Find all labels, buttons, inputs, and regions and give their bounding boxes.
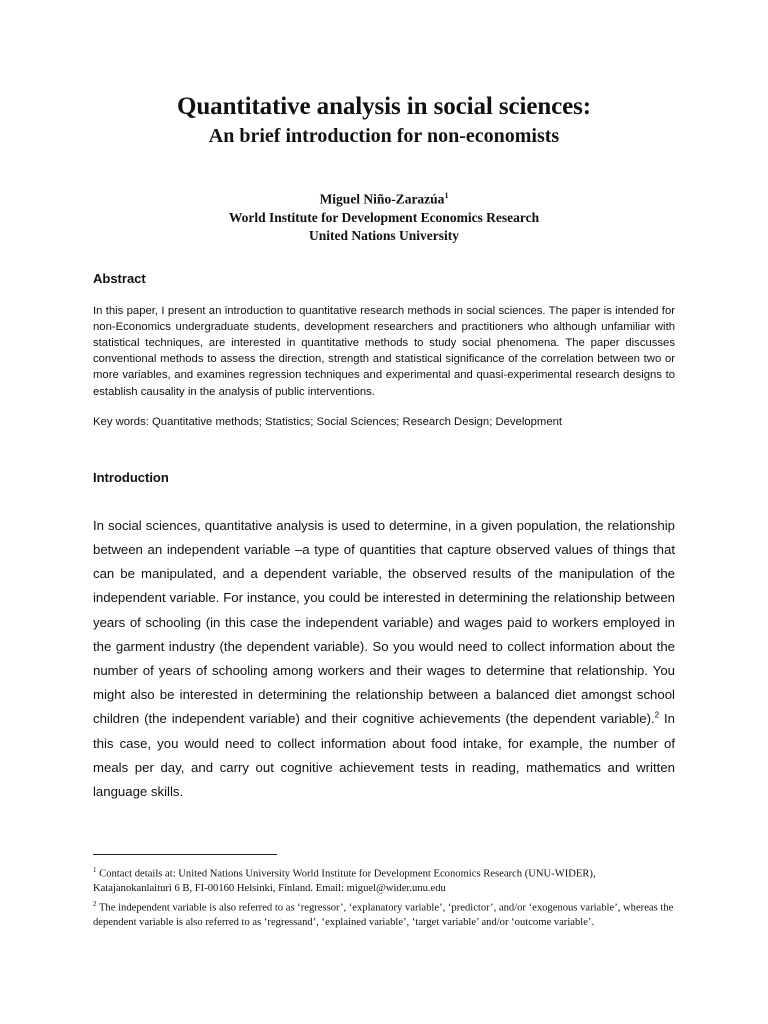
- paper-page: [93, 92, 675, 930]
- footnote-text: Contact details at: United Nations University World Institute for Development Economics Research (UNU-WIDER), Katajanokanlaituri 6 B, FI-00160 Helsinki, Finland. Email: miguel@wider.unu.edu: [93, 868, 596, 895]
- introduction-heading: Introduction: [93, 469, 169, 485]
- footnote-2: [93, 897, 675, 931]
- footnote-text: The independent variable is also referred to as ‘regressor’, ‘explanatory variable’, ‘predictor’, and/or ‘exogenous variable’, whereas the dependent variable is also referred to as ‘regressand’, ‘explained variable’, ‘target variable’ and/or ‘outcome variable’.: [93, 902, 674, 928]
- introduction-text-part1: In social sciences, quantitative analysis is used to determine, in a given population, the relationship between an independent variable –a type of quantities that capture observed values of things that can be manipulated, and a dependent variable, the observed results of the manipulation of the independent variable. For instance, you could be interested in determining the relationship between years of schooling (in this case the independent variable) and wages paid to workers employed in the garment industry (the dependent variable). So you would need to collect information about the number of years of schooling among workers and their wages to determine that relationship. You might also be interested in determining the relationship between a balanced diet amongst school children (the independent variable) and their cognitive achievements (the dependent variable).: [93, 517, 675, 727]
- footnote-number: 2: [93, 899, 97, 908]
- keywords: Key words: Quantitative methods; Statistics; Social Sciences; Research Design; Development: [93, 415, 563, 428]
- paper-subtitle: An brief introduction for non-economists: [208, 125, 560, 147]
- footnote-divider: [93, 854, 277, 855]
- footnote-1: [93, 863, 675, 897]
- paper-title: Quantitative analysis in social sciences:: [177, 93, 591, 120]
- author-footnote-marker: 1: [444, 191, 449, 200]
- footnote-number: 1: [93, 866, 97, 875]
- affiliation-line-2: United Nations University: [308, 227, 459, 243]
- author-block: [93, 187, 675, 245]
- introduction-text-part2: In this case, you would need to collect information about food intake, for example, the number of meals per day, and carry out cognitive achievement tests in reading, mathematics and written language skills.: [93, 711, 675, 799]
- abstract-text: In this paper, I present an introduction to quantitative research methods in social sciences. The paper is intended for non-Economics undergraduate students, development researchers and practitioners who although unfamiliar with statistical techniques, are interested in quantitative methods to study social phenomena. The paper discusses conventional methods to assess the direction, strength and statistical significance of the correlation between two or more variables, and examines regression techniques and experimental and quasi-experimental research designs to establish causality in the analysis of public interventions.: [93, 304, 675, 398]
- introduction-paragraph: [93, 514, 675, 804]
- abstract-heading: Abstract: [93, 270, 146, 286]
- footnotes: [93, 863, 675, 930]
- affiliation-line-1: World Institute for Development Economics Research: [228, 209, 540, 225]
- author-name: Miguel Niño-Zarazúa: [319, 191, 445, 207]
- author-line: [93, 187, 675, 209]
- footnote-ref-2: 2: [654, 710, 660, 720]
